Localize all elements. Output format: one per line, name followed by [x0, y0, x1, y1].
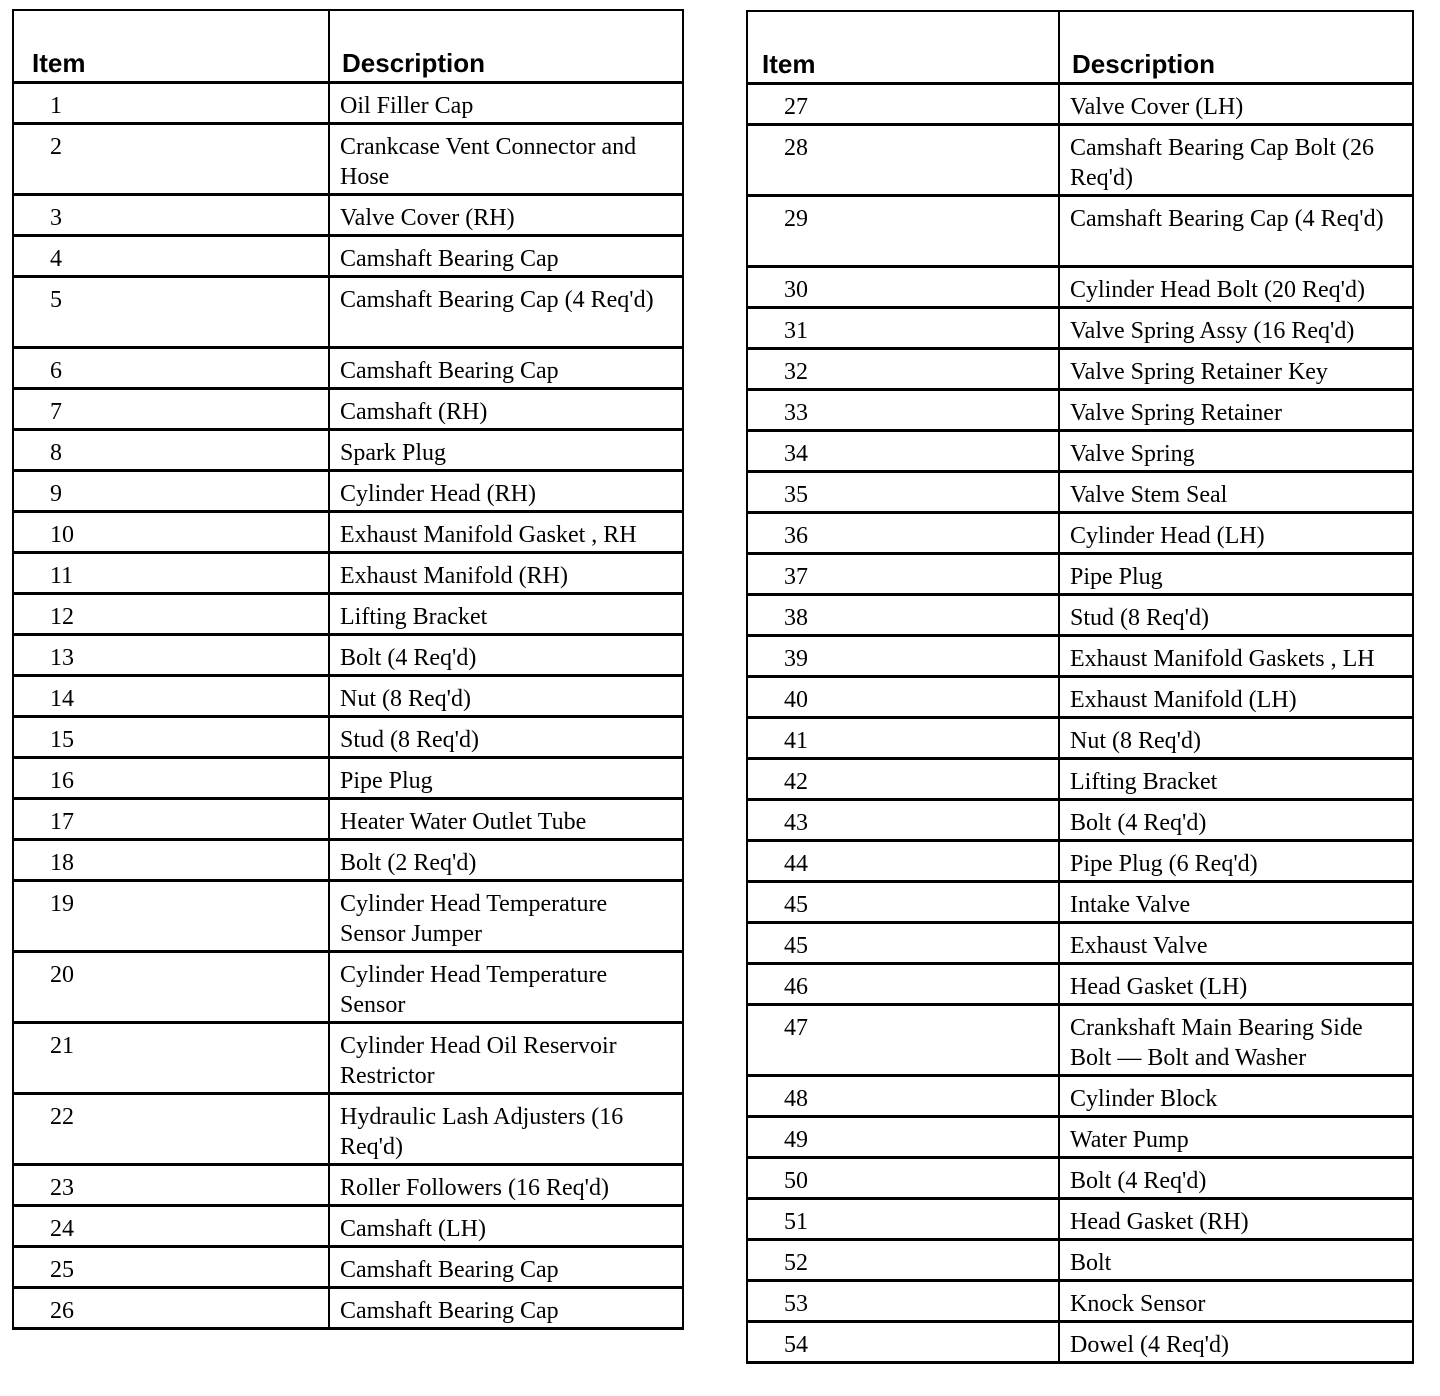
- table-row: [13, 236, 683, 277]
- table-row: [747, 923, 1413, 964]
- table-row: [747, 1240, 1413, 1281]
- item-number: 48: [747, 1076, 1059, 1117]
- table-row: [13, 799, 683, 840]
- item-number: 4: [13, 236, 329, 277]
- item-number: 18: [13, 840, 329, 881]
- item-number: 53: [747, 1281, 1059, 1322]
- description-column-header: Description: [1059, 11, 1413, 84]
- item-number: 50: [747, 1158, 1059, 1199]
- item-description: Valve Spring Assy (16 Req'd): [1059, 308, 1413, 349]
- table-row: [13, 348, 683, 389]
- item-number: 47: [747, 1005, 1059, 1076]
- item-number: 37: [747, 554, 1059, 595]
- item-description: Cylinder Head Oil Reservoir Restrictor: [329, 1023, 683, 1094]
- item-number: 52: [747, 1240, 1059, 1281]
- item-description: Exhaust Manifold (RH): [329, 553, 683, 594]
- table-row: [747, 472, 1413, 513]
- item-description: Camshaft Bearing Cap: [329, 1288, 683, 1329]
- table-row: [747, 882, 1413, 923]
- item-description: Hydraulic Lash Adjusters (16 Req'd): [329, 1094, 683, 1165]
- item-description: Head Gasket (RH): [1059, 1199, 1413, 1240]
- item-description: Stud (8 Req'd): [1059, 595, 1413, 636]
- item-description: Lifting Bracket: [1059, 759, 1413, 800]
- table-row: [747, 125, 1413, 196]
- item-number: 10: [13, 512, 329, 553]
- item-description: Camshaft (RH): [329, 389, 683, 430]
- table-row: [13, 1206, 683, 1247]
- item-number: 9: [13, 471, 329, 512]
- item-number: 21: [13, 1023, 329, 1094]
- table-row: [747, 1158, 1413, 1199]
- item-description: Bolt (4 Req'd): [1059, 1158, 1413, 1199]
- item-number: 45: [747, 882, 1059, 923]
- description-column-header: Description: [329, 10, 683, 83]
- table-row: [13, 277, 683, 348]
- item-description: Valve Cover (LH): [1059, 84, 1413, 125]
- parts-table-right-body: [747, 84, 1413, 1363]
- table-row: [747, 677, 1413, 718]
- table-row: [747, 390, 1413, 431]
- item-description: Bolt (2 Req'd): [329, 840, 683, 881]
- item-number: 49: [747, 1117, 1059, 1158]
- item-number: 34: [747, 431, 1059, 472]
- item-number: 29: [747, 196, 1059, 267]
- item-number: 27: [747, 84, 1059, 125]
- item-description: Knock Sensor: [1059, 1281, 1413, 1322]
- item-number: 23: [13, 1165, 329, 1206]
- table-row: [13, 840, 683, 881]
- item-description: Camshaft Bearing Cap Bolt (26 Req'd): [1059, 125, 1413, 196]
- item-description: Stud (8 Req'd): [329, 717, 683, 758]
- item-number: 1: [13, 83, 329, 124]
- table-row: [13, 471, 683, 512]
- item-number: 39: [747, 636, 1059, 677]
- table-row: [13, 553, 683, 594]
- item-number: 8: [13, 430, 329, 471]
- table-row: [13, 124, 683, 195]
- table-row: [747, 1076, 1413, 1117]
- item-number: 14: [13, 676, 329, 717]
- item-description: Crankshaft Main Bearing Side Bolt — Bolt and Washer: [1059, 1005, 1413, 1076]
- item-number: 32: [747, 349, 1059, 390]
- item-description: Cylinder Head Temperature Sensor Jumper: [329, 881, 683, 952]
- table-row: [13, 758, 683, 799]
- item-description: Cylinder Head Temperature Sensor: [329, 952, 683, 1023]
- item-number: 15: [13, 717, 329, 758]
- item-number: 44: [747, 841, 1059, 882]
- item-number: 6: [13, 348, 329, 389]
- item-number: 30: [747, 267, 1059, 308]
- item-description: Oil Filler Cap: [329, 83, 683, 124]
- item-number: 22: [13, 1094, 329, 1165]
- item-description: Spark Plug: [329, 430, 683, 471]
- item-description: Pipe Plug: [1059, 554, 1413, 595]
- table-row: [747, 196, 1413, 267]
- table-row: [747, 349, 1413, 390]
- item-description: Cylinder Head (LH): [1059, 513, 1413, 554]
- item-description: Camshaft Bearing Cap: [329, 1247, 683, 1288]
- table-row: [747, 1005, 1413, 1076]
- item-number: 3: [13, 195, 329, 236]
- item-number: 33: [747, 390, 1059, 431]
- item-number: 19: [13, 881, 329, 952]
- table-row: [13, 676, 683, 717]
- item-description: Head Gasket (LH): [1059, 964, 1413, 1005]
- table-row: [13, 635, 683, 676]
- item-description: Camshaft Bearing Cap (4 Req'd): [1059, 196, 1413, 267]
- item-number: 41: [747, 718, 1059, 759]
- item-number: 12: [13, 594, 329, 635]
- table-row: [747, 1322, 1413, 1363]
- table-row: [747, 841, 1413, 882]
- item-description: Cylinder Head Bolt (20 Req'd): [1059, 267, 1413, 308]
- item-number: 7: [13, 389, 329, 430]
- item-column-header: Item: [13, 10, 329, 83]
- item-description: Bolt: [1059, 1240, 1413, 1281]
- item-description: Cylinder Block: [1059, 1076, 1413, 1117]
- item-number: 43: [747, 800, 1059, 841]
- item-number: 31: [747, 308, 1059, 349]
- header-row: [13, 10, 683, 83]
- item-column-header: Item: [747, 11, 1059, 84]
- table-row: [747, 84, 1413, 125]
- item-description: Water Pump: [1059, 1117, 1413, 1158]
- table-row: [747, 800, 1413, 841]
- table-row: [13, 1094, 683, 1165]
- item-description: Nut (8 Req'd): [329, 676, 683, 717]
- item-number: 46: [747, 964, 1059, 1005]
- item-number: 54: [747, 1322, 1059, 1363]
- table-row: [747, 267, 1413, 308]
- item-number: 25: [13, 1247, 329, 1288]
- item-description: Valve Spring Retainer: [1059, 390, 1413, 431]
- item-description: Roller Followers (16 Req'd): [329, 1165, 683, 1206]
- item-number: 38: [747, 595, 1059, 636]
- item-number: 35: [747, 472, 1059, 513]
- parts-table-left-body: [13, 83, 683, 1329]
- item-description: Bolt (4 Req'd): [329, 635, 683, 676]
- item-number: 17: [13, 799, 329, 840]
- item-description: Cylinder Head (RH): [329, 471, 683, 512]
- item-number: 42: [747, 759, 1059, 800]
- item-description: Camshaft (LH): [329, 1206, 683, 1247]
- item-description: Pipe Plug (6 Req'd): [1059, 841, 1413, 882]
- item-description: Valve Cover (RH): [329, 195, 683, 236]
- item-description: Intake Valve: [1059, 882, 1413, 923]
- item-description: Lifting Bracket: [329, 594, 683, 635]
- item-number: 36: [747, 513, 1059, 554]
- item-description: Camshaft Bearing Cap: [329, 236, 683, 277]
- item-number: 26: [13, 1288, 329, 1329]
- parts-table-right: [746, 10, 1414, 1364]
- table-row: [13, 195, 683, 236]
- table-row: [747, 718, 1413, 759]
- item-number: 2: [13, 124, 329, 195]
- item-description: Nut (8 Req'd): [1059, 718, 1413, 759]
- item-description: Camshaft Bearing Cap (4 Req'd): [329, 277, 683, 348]
- item-number: 45: [747, 923, 1059, 964]
- item-number: 20: [13, 952, 329, 1023]
- table-row: [13, 952, 683, 1023]
- item-number: 16: [13, 758, 329, 799]
- item-number: 13: [13, 635, 329, 676]
- item-description: Pipe Plug: [329, 758, 683, 799]
- table-row: [13, 594, 683, 635]
- table-row: [747, 513, 1413, 554]
- item-description: Valve Spring Retainer Key: [1059, 349, 1413, 390]
- table-row: [13, 1288, 683, 1329]
- table-row: [747, 636, 1413, 677]
- item-number: 28: [747, 125, 1059, 196]
- table-row: [747, 308, 1413, 349]
- table-row: [747, 759, 1413, 800]
- table-row: [747, 554, 1413, 595]
- item-number: 5: [13, 277, 329, 348]
- item-description: Crankcase Vent Connector and Hose: [329, 124, 683, 195]
- item-description: Exhaust Valve: [1059, 923, 1413, 964]
- item-number: 11: [13, 553, 329, 594]
- item-description: Heater Water Outlet Tube: [329, 799, 683, 840]
- item-description: Valve Spring: [1059, 431, 1413, 472]
- table-row: [747, 1199, 1413, 1240]
- table-row: [13, 430, 683, 471]
- table-row: [747, 1117, 1413, 1158]
- item-number: 24: [13, 1206, 329, 1247]
- table-row: [13, 83, 683, 124]
- item-description: Valve Stem Seal: [1059, 472, 1413, 513]
- item-description: Exhaust Manifold (LH): [1059, 677, 1413, 718]
- item-description: Bolt (4 Req'd): [1059, 800, 1413, 841]
- item-description: Exhaust Manifold Gasket , RH: [329, 512, 683, 553]
- table-row: [13, 881, 683, 952]
- table-row: [13, 512, 683, 553]
- header-row: [747, 11, 1413, 84]
- parts-table-left: [12, 9, 684, 1330]
- table-row: [747, 1281, 1413, 1322]
- item-description: Camshaft Bearing Cap: [329, 348, 683, 389]
- table-row: [747, 431, 1413, 472]
- table-row: [13, 1023, 683, 1094]
- table-row: [13, 1247, 683, 1288]
- item-description: Dowel (4 Req'd): [1059, 1322, 1413, 1363]
- table-row: [747, 964, 1413, 1005]
- table-row: [747, 595, 1413, 636]
- item-number: 40: [747, 677, 1059, 718]
- table-row: [13, 389, 683, 430]
- table-row: [13, 1165, 683, 1206]
- item-description: Exhaust Manifold Gaskets , LH: [1059, 636, 1413, 677]
- item-number: 51: [747, 1199, 1059, 1240]
- table-row: [13, 717, 683, 758]
